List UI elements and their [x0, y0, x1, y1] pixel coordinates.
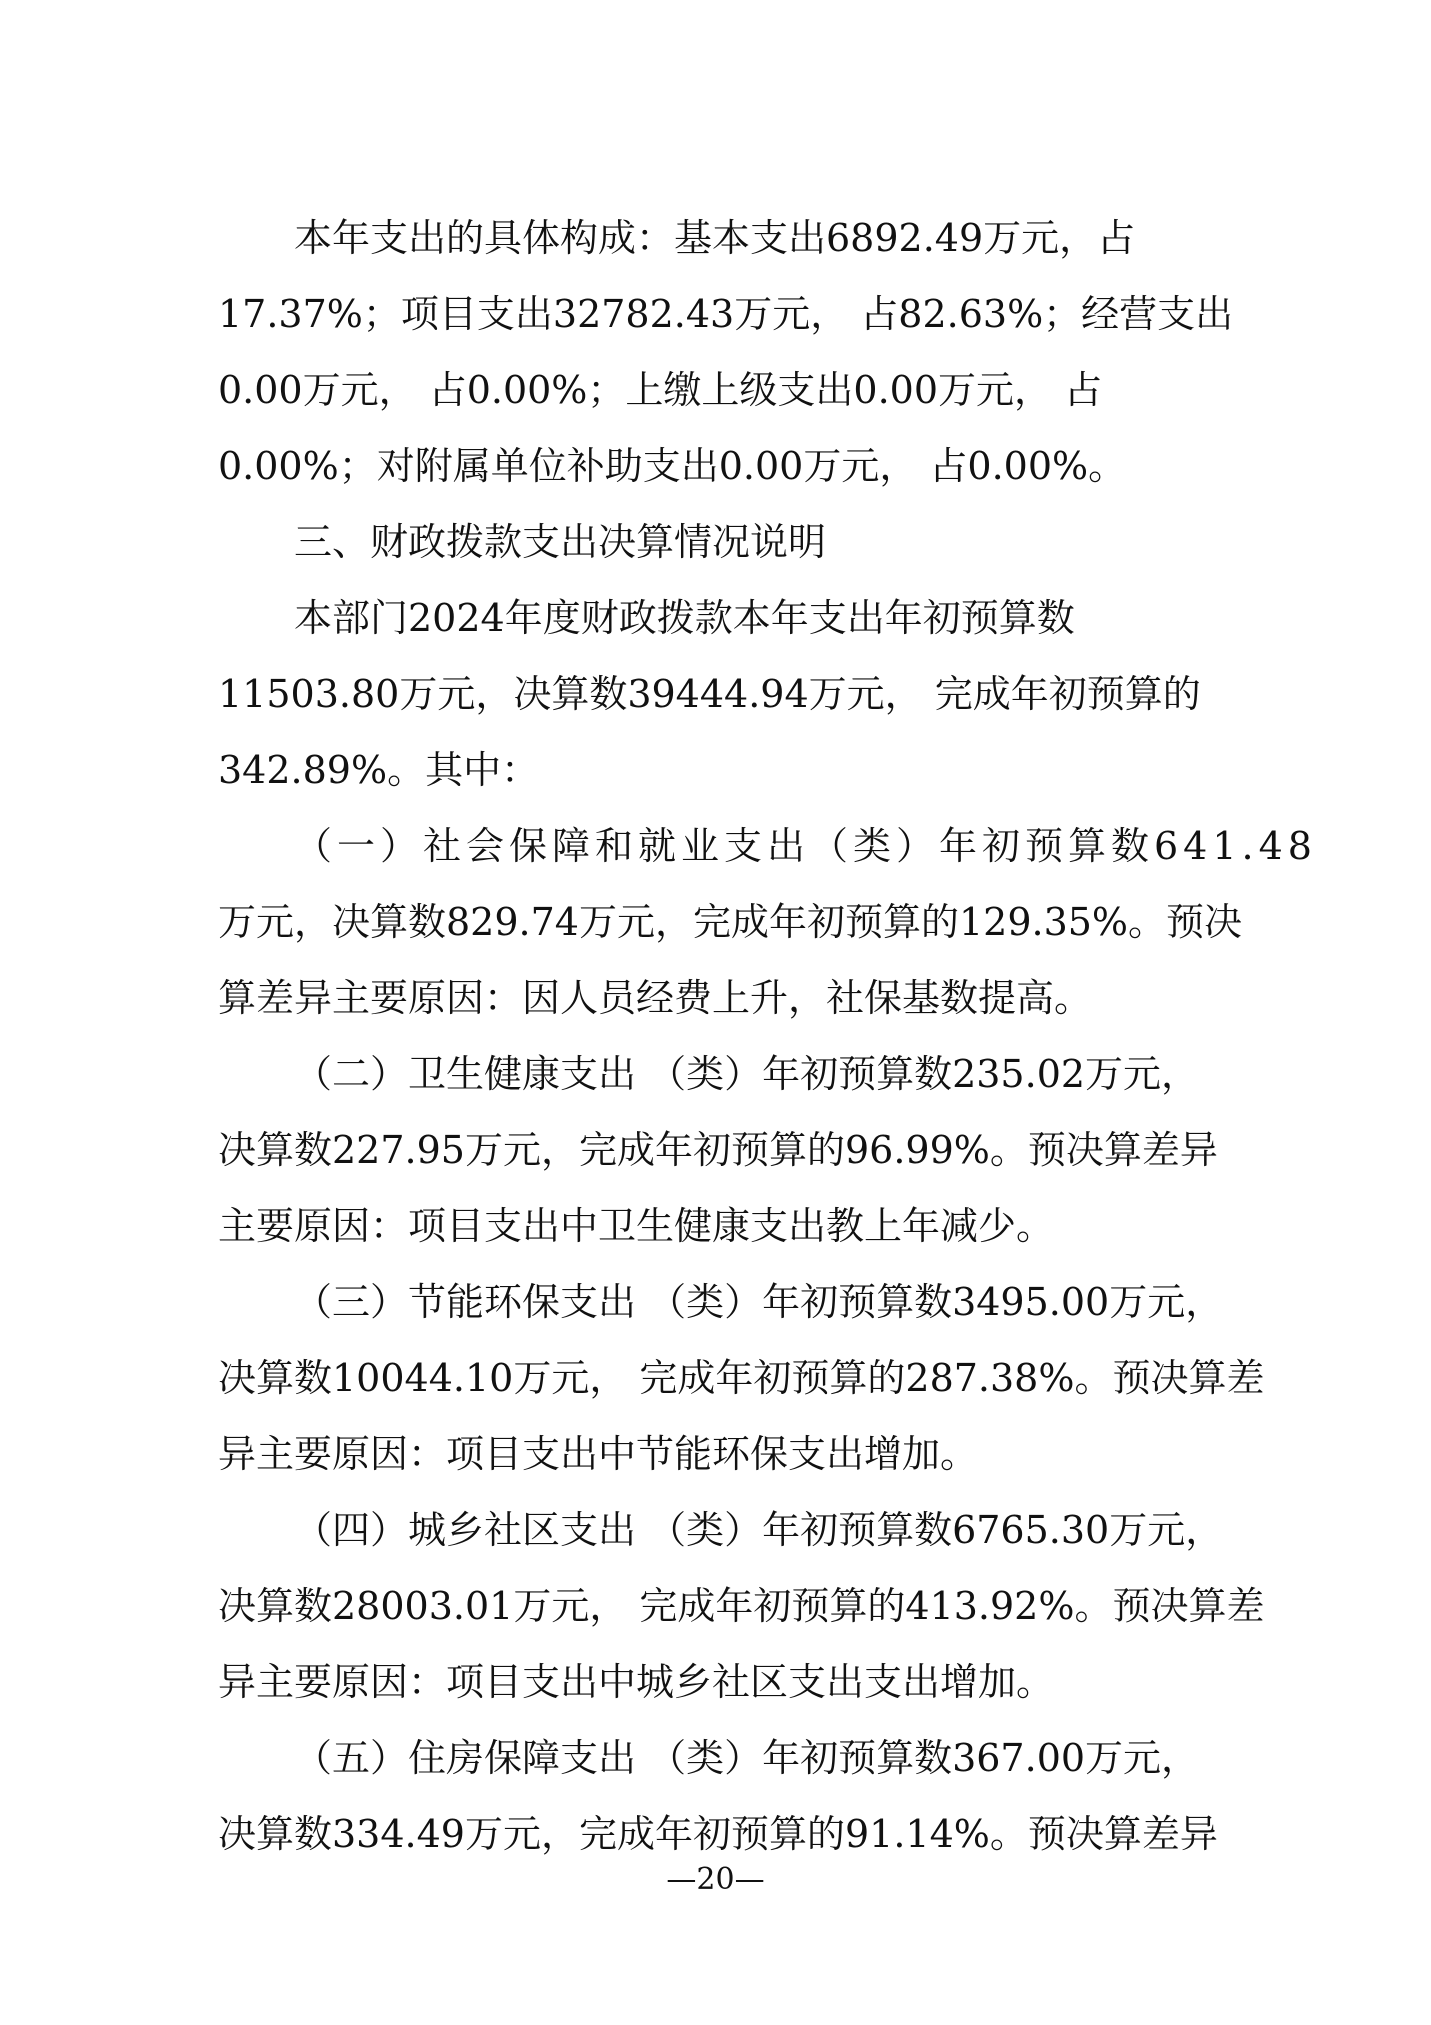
text-line-2: 17.37%；项目支出32782.43万元， 占82.63%；经营支出 — [218, 292, 1234, 336]
text-line-12: （二）卫生健康支出 （类）年初预算数235.02万元， — [294, 1052, 1200, 1096]
text-line-4: 0.00%；对附属单位补助支出0.00万元， 占0.00%。 — [218, 444, 1127, 488]
text-line-18: （四）城乡社区支出 （类）年初预算数6765.30万元， — [294, 1508, 1224, 1552]
text-line-9: （一）社会保障和就业支出（类）年初预算数641.48 — [294, 824, 1317, 868]
section-heading: 三、财政拨款支出决算情况说明 — [294, 520, 827, 564]
text-line-22: 决算数334.49万元，完成年初预算的91.14%。预决算差异 — [218, 1812, 1218, 1856]
text-line-21: （五）住房保障支出 （类）年初预算数367.00万元， — [294, 1736, 1200, 1780]
text-line-11: 算差异主要原因：因人员经费上升，社保基数提高。 — [218, 976, 1093, 1020]
text-line-8: 342.89%。其中： — [218, 748, 540, 792]
text-line-3: 0.00万元， 占0.00%；上缴上级支出0.00万元， 占 — [218, 368, 1103, 412]
text-line-16: 决算数10044.10万元， 完成年初预算的287.38%。预决算差 — [218, 1356, 1265, 1400]
text-line-17: 异主要原因：项目支出中节能环保支出增加。 — [218, 1432, 979, 1476]
text-line-13: 决算数227.95万元，完成年初预算的96.99%。预决算差异 — [218, 1128, 1218, 1172]
text-line-6: 本部门2024年度财政拨款本年支出年初预算数 — [294, 596, 1075, 640]
text-line-1: 本年支出的具体构成：基本支出6892.49万元，占 — [294, 216, 1136, 260]
document-body — [218, 200, 1317, 1872]
text-line-20: 异主要原因：项目支出中城乡社区支出支出增加。 — [218, 1660, 1055, 1704]
text-line-19: 决算数28003.01万元， 完成年初预算的413.92%。预决算差 — [218, 1584, 1265, 1628]
text-line-15: （三）节能环保支出 （类）年初预算数3495.00万元， — [294, 1280, 1224, 1324]
page-number: —20— — [666, 1862, 765, 1897]
text-line-7: 11503.80万元，决算数39444.94万元， 完成年初预算的 — [218, 672, 1201, 716]
text-line-10: 万元，决算数829.74万元，完成年初预算的129.35%。预决 — [218, 900, 1243, 944]
text-line-14: 主要原因：项目支出中卫生健康支出教上年减少。 — [218, 1204, 1055, 1248]
